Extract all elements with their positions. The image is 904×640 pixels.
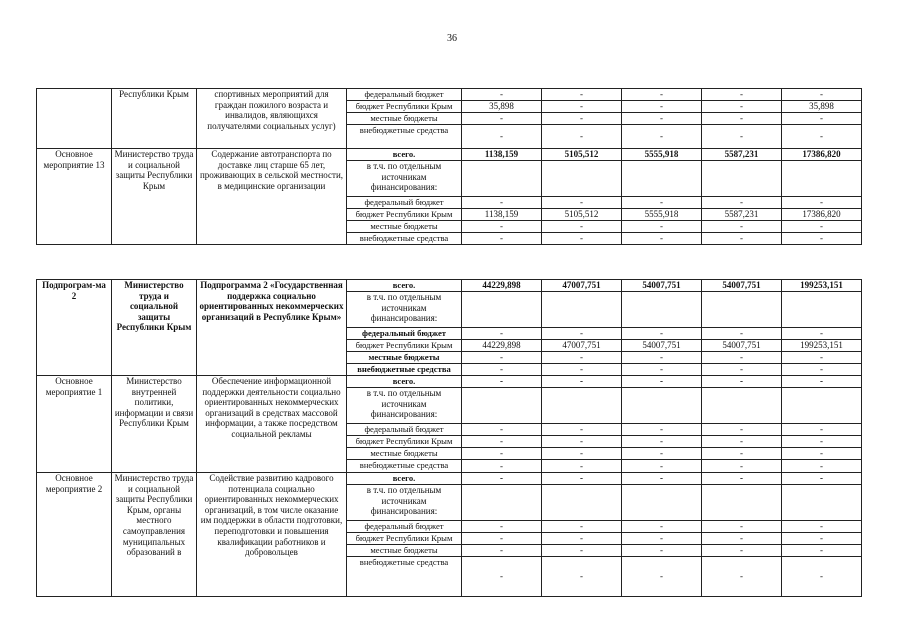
funding-source-label: бюджет Республики Крым — [347, 533, 462, 545]
value-cell: - — [622, 436, 702, 448]
value-cell: - — [462, 197, 542, 209]
value-cell: - — [702, 521, 782, 533]
value-cell: - — [462, 557, 542, 597]
funding-source-label: бюджет Республики Крым — [347, 340, 462, 352]
value-cell: - — [702, 197, 782, 209]
value-cell: 5587,231 — [702, 208, 782, 220]
value-cell: - — [782, 460, 862, 473]
empty-cell — [782, 292, 862, 328]
block-main-event-1 — [37, 376, 862, 473]
value-cell: - — [782, 113, 862, 125]
funding-source-label: местные бюджеты — [347, 352, 462, 364]
value-cell: - — [542, 521, 622, 533]
page-number: 36 — [447, 33, 457, 44]
value-cell: - — [702, 125, 782, 149]
value-cell: - — [542, 436, 622, 448]
block-continuation — [37, 89, 862, 149]
value-cell: - — [622, 545, 702, 557]
value-cell: - — [542, 232, 622, 244]
funding-breakdown-label: в т.ч. по отдельным источникам финансирования: — [347, 292, 462, 328]
empty-cell — [542, 388, 622, 424]
empty-cell — [702, 161, 782, 197]
value-cell: - — [782, 557, 862, 597]
value-cell: - — [542, 352, 622, 364]
value-cell: - — [542, 113, 622, 125]
value-cell: - — [782, 448, 862, 460]
value-cell: - — [462, 533, 542, 545]
value-cell: - — [782, 545, 862, 557]
value-cell: - — [462, 460, 542, 473]
executor-cell: Министерство труда и социальной защиты Республики Крым, органы местного самоуправления муниципальных образований в — [112, 473, 197, 597]
value-cell: - — [622, 125, 702, 149]
funding-source-label: федеральный бюджет — [347, 424, 462, 436]
value-cell: 199253,151 — [782, 340, 862, 352]
value-cell: - — [702, 89, 782, 101]
description-cell: Подпрограмма 2 «Государственная поддержка социально ориентированных некоммерческих организаций в Республике Крым» — [197, 280, 347, 376]
value-cell: - — [462, 113, 542, 125]
value-cell: - — [702, 328, 782, 340]
value-cell: - — [782, 364, 862, 376]
funding-source-label: внебюджетные средства — [347, 364, 462, 376]
value-cell: - — [622, 113, 702, 125]
value-cell: - — [462, 220, 542, 232]
value-cell: - — [622, 364, 702, 376]
value-cell: - — [622, 232, 702, 244]
value-cell: 5587,231 — [702, 149, 782, 161]
value-cell: - — [702, 101, 782, 113]
empty-cell — [462, 485, 542, 521]
value-cell: - — [702, 364, 782, 376]
empty-cell — [782, 485, 862, 521]
value-cell: - — [542, 533, 622, 545]
funding-source-label: внебюджетные средства — [347, 557, 462, 597]
value-cell: - — [542, 328, 622, 340]
empty-cell — [542, 485, 622, 521]
empty-cell — [702, 292, 782, 328]
empty-cell — [782, 161, 862, 197]
budget-table-1 — [36, 88, 862, 245]
funding-source-label: всего. — [347, 149, 462, 161]
value-cell: - — [782, 328, 862, 340]
value-cell: - — [462, 473, 542, 485]
value-cell: - — [462, 521, 542, 533]
value-cell: - — [782, 473, 862, 485]
value-cell: - — [462, 376, 542, 388]
value-cell: - — [702, 448, 782, 460]
executor-cell: Министерство труда и социальной защиты Республики Крым — [112, 280, 197, 376]
value-cell: - — [702, 473, 782, 485]
value-cell: - — [462, 328, 542, 340]
empty-cell — [622, 292, 702, 328]
program-code-cell: Основное мероприятие 2 — [37, 473, 112, 597]
value-cell: 44229,898 — [462, 280, 542, 292]
value-cell: - — [622, 220, 702, 232]
value-cell: - — [622, 197, 702, 209]
funding-source-label: местные бюджеты — [347, 545, 462, 557]
value-cell: - — [542, 89, 622, 101]
description-cell: Обеспечение информационной поддержки деятельности социально ориентированных некоммерческих организаций в средствах массовой информации, а также посредством социальной рекламы — [197, 376, 347, 473]
funding-source-label: бюджет Республики Крым — [347, 436, 462, 448]
value-cell: - — [622, 473, 702, 485]
value-cell: - — [702, 460, 782, 473]
empty-cell — [462, 388, 542, 424]
funding-source-label: внебюджетные средства — [347, 460, 462, 473]
empty-cell — [542, 292, 622, 328]
value-cell: - — [542, 220, 622, 232]
value-cell: - — [622, 448, 702, 460]
funding-breakdown-label: в т.ч. по отдельным источникам финансирования: — [347, 388, 462, 424]
value-cell: - — [542, 557, 622, 597]
program-code-cell — [37, 89, 112, 149]
value-cell: - — [622, 521, 702, 533]
value-cell: - — [782, 424, 862, 436]
value-cell: - — [702, 545, 782, 557]
value-cell: - — [542, 545, 622, 557]
program-code-cell: Основное мероприятие 13 — [37, 149, 112, 245]
value-cell: - — [542, 197, 622, 209]
empty-cell — [462, 161, 542, 197]
value-cell: - — [782, 436, 862, 448]
value-cell: - — [622, 460, 702, 473]
funding-source-label: местные бюджеты — [347, 220, 462, 232]
value-cell: 47007,751 — [542, 280, 622, 292]
value-cell: - — [462, 89, 542, 101]
program-code-cell: Основное мероприятие 1 — [37, 376, 112, 473]
value-cell: - — [462, 232, 542, 244]
table-row — [37, 149, 862, 161]
block-subprogram-2 — [37, 280, 862, 376]
executor-cell: Республики Крым — [112, 89, 197, 149]
funding-source-label: всего. — [347, 280, 462, 292]
funding-source-label: бюджет Республики Крым — [347, 208, 462, 220]
value-cell: - — [702, 113, 782, 125]
value-cell: - — [462, 424, 542, 436]
description-cell: спортивных мероприятий для граждан пожилого возраста и инвалидов, являющихся получателями социальных услуг) — [197, 89, 347, 149]
value-cell: - — [462, 364, 542, 376]
value-cell: 5555,918 — [622, 208, 702, 220]
funding-breakdown-label: в т.ч. по отдельным источникам финансирования: — [347, 485, 462, 521]
funding-source-label: федеральный бюджет — [347, 521, 462, 533]
value-cell: - — [462, 545, 542, 557]
value-cell: - — [622, 557, 702, 597]
table-row — [37, 280, 862, 292]
funding-source-label: бюджет Республики Крым — [347, 101, 462, 113]
value-cell: - — [782, 521, 862, 533]
value-cell: - — [702, 352, 782, 364]
value-cell: 54007,751 — [702, 340, 782, 352]
value-cell: - — [702, 376, 782, 388]
value-cell: 5105,512 — [542, 208, 622, 220]
value-cell: 1138,159 — [462, 208, 542, 220]
value-cell: - — [702, 533, 782, 545]
value-cell: - — [542, 424, 622, 436]
value-cell: - — [462, 352, 542, 364]
value-cell: 54007,751 — [702, 280, 782, 292]
value-cell: - — [782, 197, 862, 209]
value-cell: - — [542, 364, 622, 376]
funding-breakdown-label: в т.ч. по отдельным источникам финансирования: — [347, 161, 462, 197]
empty-cell — [702, 485, 782, 521]
executor-cell: Министерство труда и социальной защиты Республики Крым — [112, 149, 197, 245]
value-cell: 199253,151 — [782, 280, 862, 292]
value-cell: - — [462, 448, 542, 460]
value-cell: 54007,751 — [622, 340, 702, 352]
value-cell: - — [462, 436, 542, 448]
value-cell: - — [702, 232, 782, 244]
description-cell: Содержание автотранспорта по доставке лиц старше 65 лет, проживающих в сельской местности, в медицинские организации — [197, 149, 347, 245]
value-cell: 17386,820 — [782, 208, 862, 220]
executor-cell: Министерство внутренней политики, информации и связи Республики Крым — [112, 376, 197, 473]
block-main-event-2 — [37, 473, 862, 597]
budget-table-2 — [36, 279, 862, 597]
empty-cell — [622, 388, 702, 424]
value-cell: - — [782, 220, 862, 232]
program-code-cell: Подпрограм-ма 2 — [37, 280, 112, 376]
value-cell: - — [782, 352, 862, 364]
funding-source-label: всего. — [347, 376, 462, 388]
value-cell: 5555,918 — [622, 149, 702, 161]
value-cell: - — [622, 424, 702, 436]
value-cell: - — [622, 89, 702, 101]
funding-source-label: внебюджетные средства — [347, 232, 462, 244]
value-cell: - — [782, 89, 862, 101]
block-main-event-13 — [37, 149, 862, 245]
funding-source-label: всего. — [347, 473, 462, 485]
value-cell: 47007,751 — [542, 340, 622, 352]
value-cell: 44229,898 — [462, 340, 542, 352]
table-row — [37, 376, 862, 388]
value-cell: - — [542, 125, 622, 149]
empty-cell — [782, 388, 862, 424]
value-cell: - — [782, 376, 862, 388]
value-cell: - — [542, 473, 622, 485]
value-cell: - — [622, 533, 702, 545]
empty-cell — [542, 161, 622, 197]
funding-source-label: местные бюджеты — [347, 448, 462, 460]
funding-source-label: внебюджетные средства — [347, 125, 462, 149]
description-cell: Содействие развитию кадрового потенциала социально ориентированных некоммерческих организаций, в том числе оказание им поддержки в области подготовки, переподготовки и повышения квалификации работников и добровольцев — [197, 473, 347, 597]
value-cell: - — [542, 376, 622, 388]
value-cell: 17386,820 — [782, 149, 862, 161]
empty-cell — [462, 292, 542, 328]
value-cell: - — [702, 220, 782, 232]
value-cell: - — [542, 460, 622, 473]
funding-source-label: местные бюджеты — [347, 113, 462, 125]
value-cell: - — [782, 232, 862, 244]
value-cell: - — [622, 376, 702, 388]
value-cell: - — [462, 125, 542, 149]
value-cell: - — [542, 448, 622, 460]
empty-cell — [622, 161, 702, 197]
value-cell: - — [702, 557, 782, 597]
value-cell: - — [622, 328, 702, 340]
value-cell: - — [622, 352, 702, 364]
table-row — [37, 89, 862, 101]
funding-source-label: федеральный бюджет — [347, 328, 462, 340]
funding-source-label: федеральный бюджет — [347, 197, 462, 209]
funding-source-label: федеральный бюджет — [347, 89, 462, 101]
value-cell: 35,898 — [462, 101, 542, 113]
value-cell: - — [702, 436, 782, 448]
value-cell: 1138,159 — [462, 149, 542, 161]
table-row — [37, 473, 862, 485]
value-cell: 54007,751 — [622, 280, 702, 292]
value-cell: - — [622, 101, 702, 113]
empty-cell — [702, 388, 782, 424]
value-cell: - — [782, 125, 862, 149]
value-cell: - — [782, 533, 862, 545]
value-cell: 5105,512 — [542, 149, 622, 161]
value-cell: - — [702, 424, 782, 436]
value-cell: 35,898 — [782, 101, 862, 113]
empty-cell — [622, 485, 702, 521]
value-cell: - — [542, 101, 622, 113]
